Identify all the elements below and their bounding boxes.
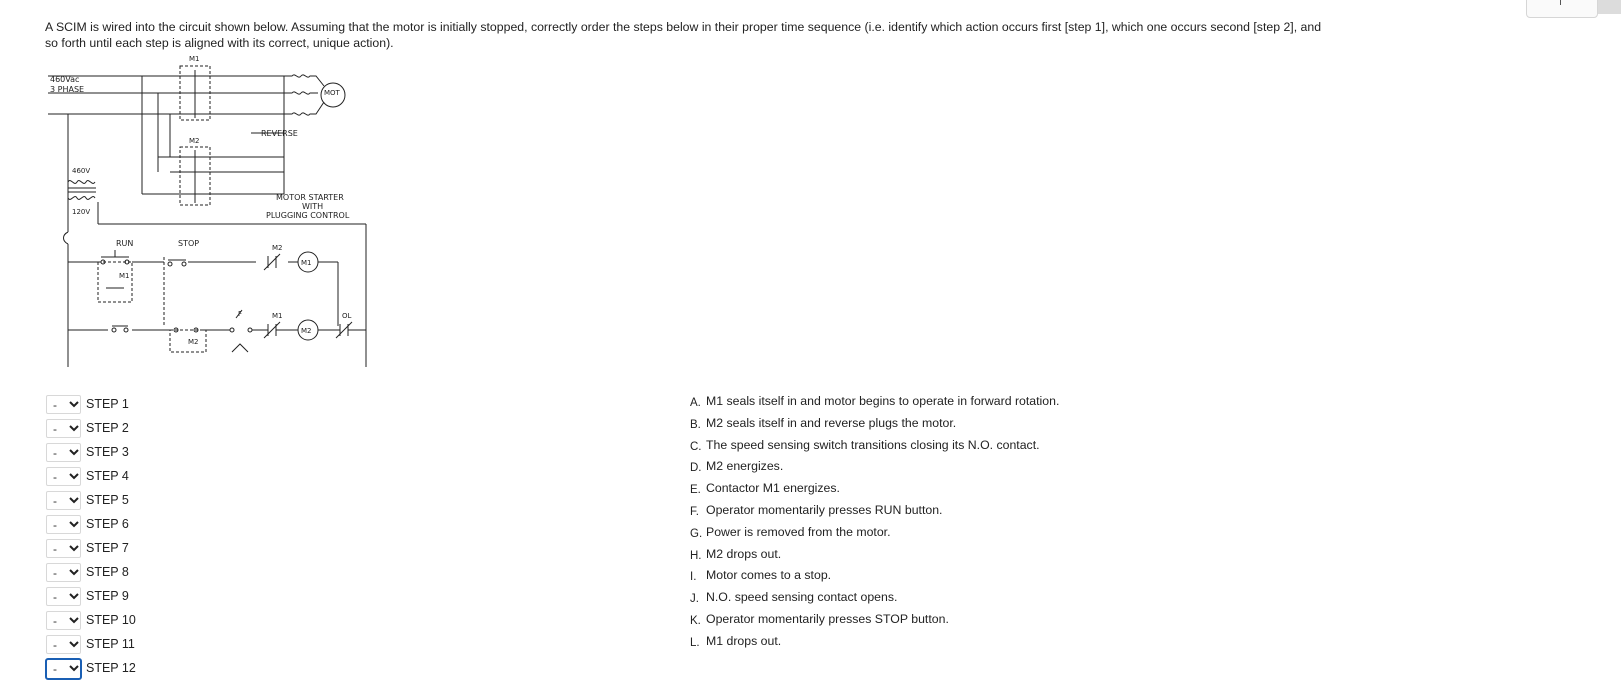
step-3-select[interactable]: - [46, 443, 81, 462]
chevron-down-icon [67, 493, 81, 507]
step-label: STEP 5 [86, 493, 129, 507]
step-label: STEP 2 [86, 421, 129, 435]
step-label: STEP 1 [86, 397, 129, 411]
answer-letter: K. [690, 614, 701, 627]
step-label: STEP 3 [86, 445, 129, 459]
chevron-down-icon [67, 637, 81, 651]
answer-text: Power is removed from the motor. [706, 524, 891, 539]
stop-label: STOP [178, 239, 200, 248]
answer-text: M1 drops out. [706, 633, 782, 648]
chevron-down-icon [67, 421, 81, 435]
answer-letter: F. [690, 505, 699, 518]
seal-m2-label: M2 [188, 338, 199, 346]
step-2-select[interactable]: - [46, 419, 81, 438]
step-label: STEP 6 [86, 517, 129, 531]
answer-text: M1 seals itself in and motor begins to operate in forward rotation. [706, 394, 1060, 408]
interlock-m1-label: M1 [272, 312, 283, 320]
step-6-select[interactable]: - [46, 515, 81, 534]
top-right-edge [1598, 0, 1621, 14]
step-11-select[interactable]: - [46, 635, 81, 654]
chevron-down-icon [67, 661, 81, 675]
step-5-select[interactable]: - [46, 491, 81, 510]
step-label: STEP 11 [86, 637, 135, 651]
run-label: RUN [116, 239, 134, 248]
step-4-select[interactable]: - [46, 467, 81, 486]
step-label: STEP 4 [86, 469, 129, 483]
coil-m1-label: M1 [301, 259, 312, 267]
answer-letter: A. [690, 397, 701, 409]
answer-letter: D. [690, 462, 702, 475]
transformer-primary-label: 460V [72, 167, 91, 175]
interlock-m2-label: M2 [272, 244, 283, 252]
answer-text: Operator momentarily presses STOP button. [706, 611, 949, 626]
answer-letter: I. [690, 571, 697, 584]
answer-letter: H. [690, 549, 702, 562]
answer-letter: G. [690, 527, 703, 540]
step-1-select[interactable]: - [46, 395, 81, 414]
chevron-down-icon [67, 517, 81, 531]
step-label: STEP 9 [86, 589, 129, 603]
top-right-button[interactable] [1526, 0, 1598, 18]
diagram-title-3: PLUGGING CONTROL [266, 211, 350, 220]
chevron-down-icon [67, 469, 81, 483]
chevron-down-icon [67, 445, 81, 459]
answer-text: M2 seals itself in and reverse plugs the motor. [706, 415, 957, 430]
diagram-title-1: MOTOR STARTER [276, 193, 344, 202]
answer-text: The speed sensing switch transitions closing its N.O. contact. [706, 437, 1040, 452]
chevron-down-icon [67, 541, 81, 555]
chevron-down-icon [67, 589, 81, 603]
answer-text: N.O. speed sensing contact opens. [706, 590, 898, 605]
step-8-select[interactable]: - [46, 563, 81, 582]
step-label: STEP 7 [86, 541, 129, 555]
transformer-secondary-label: 120V [72, 208, 91, 216]
button-mark-icon [1560, 0, 1565, 5]
chevron-down-icon [67, 613, 81, 627]
overload-label: OL [342, 312, 352, 320]
diagram-title-2: WITH [302, 202, 324, 211]
step-label: STEP 10 [86, 613, 136, 627]
step-12-select[interactable]: - [45, 658, 82, 680]
step-7-select[interactable]: - [46, 539, 81, 558]
circuit-diagram [46, 52, 381, 378]
answer-letter: J. [690, 593, 699, 606]
question-text: A SCIM is wired into the circuit shown below. Assuming that the motor is initially stopped, correctly order the steps below in their proper time sequence (i.e. identify which action occurs first [step 1], which one occurs second [step 2], and so forth until each step is aligned with its correct, unique action). [45, 20, 1322, 50]
chevron-down-icon [67, 397, 81, 411]
answer-letter: L. [690, 636, 700, 649]
motor-label: MOT [324, 89, 340, 97]
contactor-m2-label: M2 [189, 137, 200, 145]
step-label: STEP 12 [86, 661, 136, 675]
step-10-select[interactable]: - [46, 611, 81, 630]
supply-label-2: 3 PHASE [50, 85, 85, 94]
seal-m1-label: M1 [119, 272, 130, 280]
answer-text: M2 drops out. [706, 546, 782, 561]
answer-text: Contactor M1 energizes. [706, 481, 840, 496]
supply-label-1: 460Vac [50, 75, 80, 84]
coil-m2-label: M2 [301, 327, 312, 335]
answer-text: Motor comes to a stop. [706, 568, 832, 583]
step-label: STEP 8 [86, 565, 129, 579]
speed-switch-label: F [238, 310, 243, 318]
contactor-m1-label: M1 [189, 55, 200, 63]
answer-letter: E. [690, 484, 701, 497]
chevron-down-icon [67, 565, 81, 579]
answer-letter: B. [690, 418, 701, 431]
reverse-label: REVERSE [261, 129, 298, 138]
answer-text: Operator momentarily presses RUN button. [706, 502, 943, 517]
step-9-select[interactable]: - [46, 587, 81, 606]
answer-text: M2 energizes. [706, 459, 784, 474]
answer-letter: C. [690, 440, 702, 453]
